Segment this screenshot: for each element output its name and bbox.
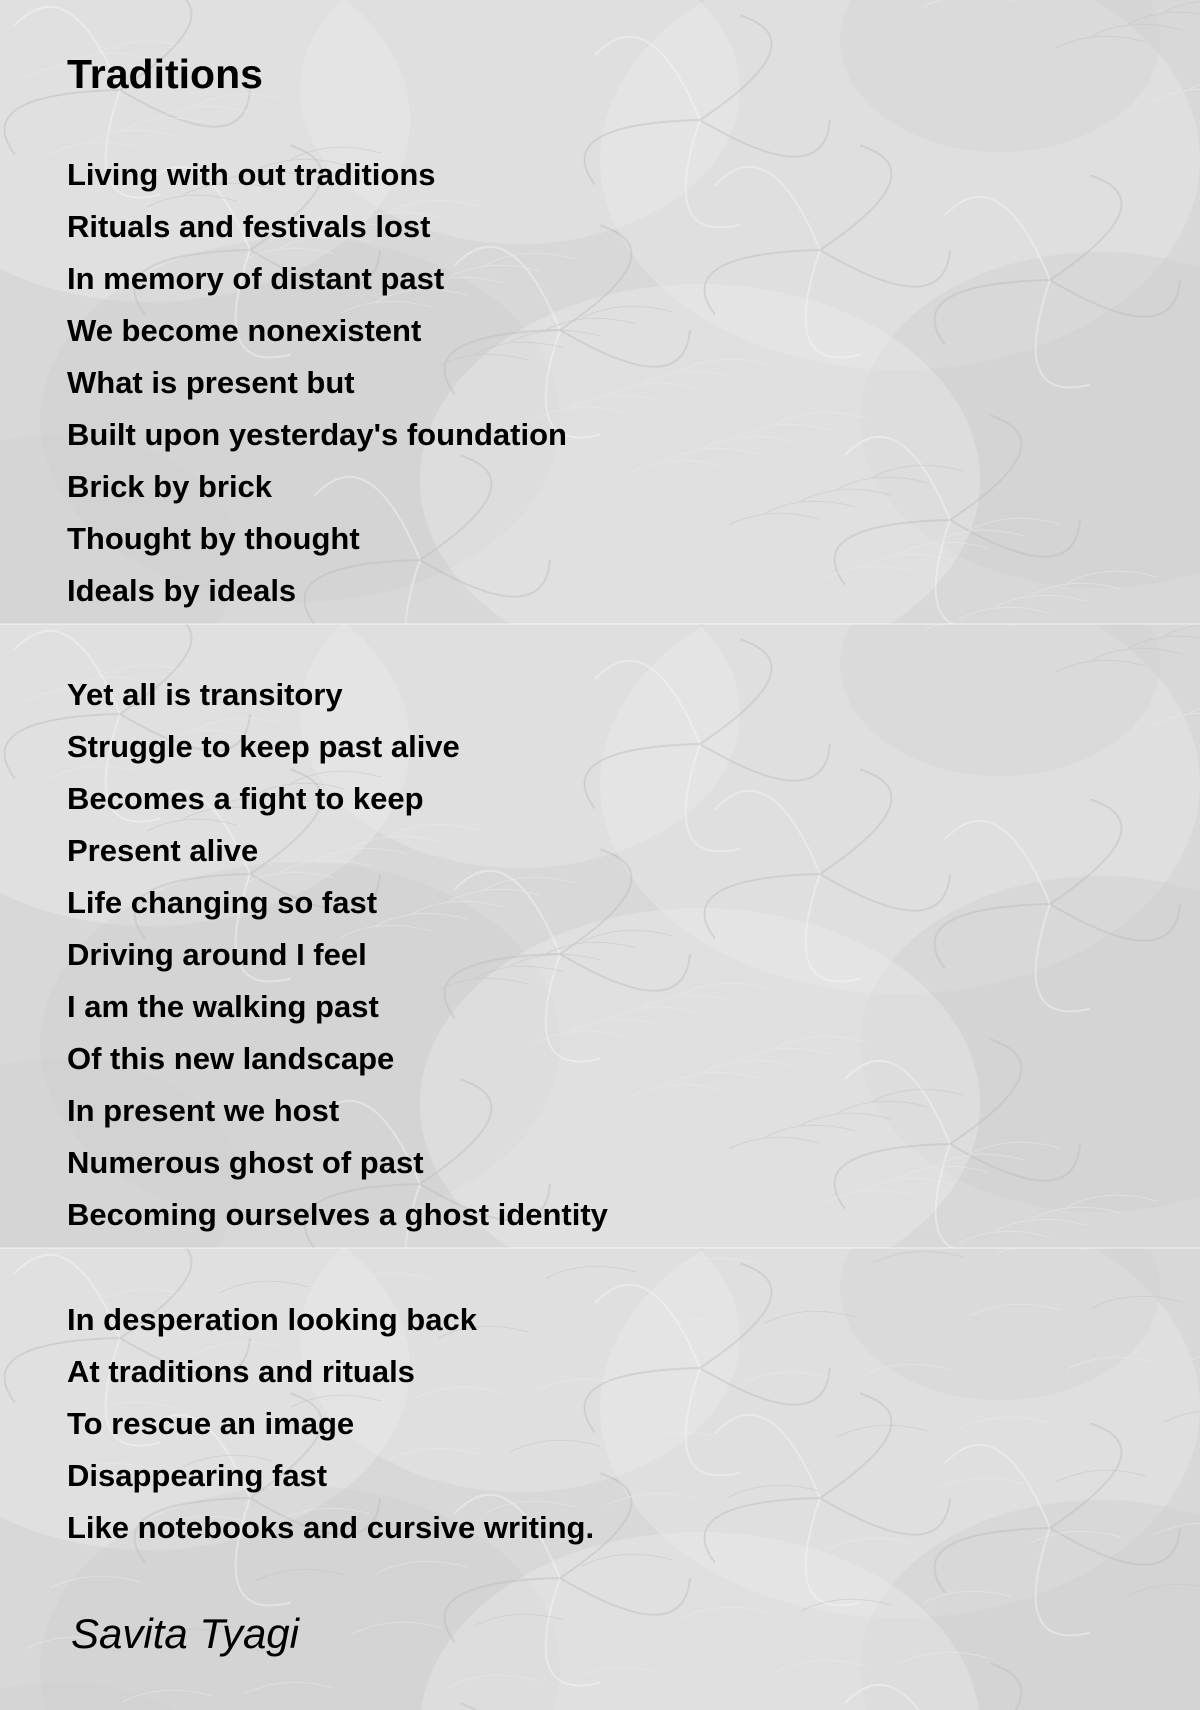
poem-line: Driving around I feel: [67, 937, 367, 972]
poem-line: Yet all is transitory: [67, 677, 343, 712]
poem-line: Thought by thought: [67, 521, 360, 556]
poem-line: Becomes a fight to keep: [67, 781, 424, 816]
poem-line: Disappearing fast: [67, 1458, 328, 1493]
poem-line: Struggle to keep past alive: [67, 729, 460, 764]
poem-line: In memory of distant past: [67, 261, 445, 296]
poem-line: Present alive: [67, 833, 259, 868]
tile-seam: [0, 1247, 1200, 1249]
poem-title: Traditions: [67, 51, 263, 97]
poem-line: Ideals by ideals: [67, 573, 297, 608]
poem-line: We become nonexistent: [67, 313, 422, 348]
poem-line: At traditions and rituals: [67, 1354, 415, 1389]
poem-line: What is present but: [67, 365, 355, 400]
poem-line: In desperation looking back: [67, 1302, 477, 1337]
stanza-3: [67, 1294, 594, 1554]
stanza-2: [67, 669, 608, 1241]
poem-line: Like notebooks and cursive writing.: [67, 1510, 595, 1545]
tile-seam: [0, 623, 1200, 625]
poem-line: Of this new landscape: [67, 1041, 395, 1076]
poem-author: Savita Tyagi: [71, 1610, 299, 1657]
poem-line: Built upon yesterday's foundation: [67, 417, 567, 452]
poem-line: In present we host: [67, 1093, 340, 1128]
poem-line: Brick by brick: [67, 469, 273, 504]
poem-line: Becoming ourselves a ghost identity: [67, 1197, 608, 1232]
poem-line: Rituals and festivals lost: [67, 209, 431, 244]
stanza-1: [67, 149, 567, 617]
poem-line: Numerous ghost of past: [67, 1145, 424, 1180]
poem-line: Living with out traditions: [67, 157, 436, 192]
poem-line: To rescue an image: [67, 1406, 355, 1441]
poem-line: Life changing so fast: [67, 885, 378, 920]
poem-line: I am the walking past: [67, 989, 379, 1024]
